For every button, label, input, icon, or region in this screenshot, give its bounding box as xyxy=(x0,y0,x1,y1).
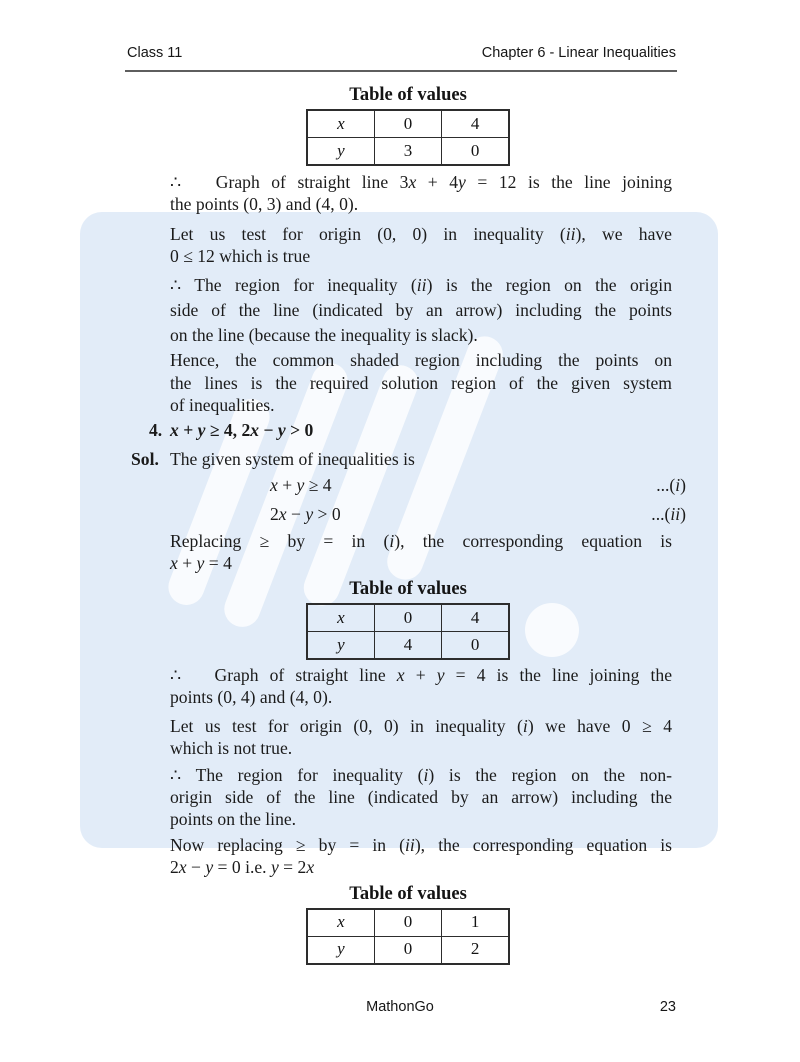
table-cell: x xyxy=(307,909,374,937)
equation-ii xyxy=(170,503,686,525)
text-line: points (0, 4) and (4, 0). xyxy=(170,687,333,708)
text-line: ∴ The region for inequality (ii) is the region on the origin xyxy=(170,274,672,295)
text-line: ∴ Graph of straight line x + y = 4 is the line joining the xyxy=(170,664,673,685)
table-cell: 0 xyxy=(374,604,441,632)
values-table-3 xyxy=(306,908,510,965)
table-of-values-2 xyxy=(306,578,510,660)
text-line: ∴ The region for inequality (i) is the region on the non- xyxy=(170,764,672,785)
table-title: Table of values xyxy=(349,578,467,599)
paragraph-region-i xyxy=(170,764,672,831)
text-line: 0 ≤ 12 which is true xyxy=(170,246,311,267)
header-rule xyxy=(125,70,677,72)
text-line: on the line (because the inequality is slack). xyxy=(170,325,478,346)
table-title: Table of values xyxy=(349,85,467,105)
table-cell: y xyxy=(307,138,374,166)
question-text: x + y ≥ 4, 2x − y > 0 xyxy=(170,420,314,441)
paragraph-origin-test-i xyxy=(170,715,672,760)
page-header xyxy=(127,45,676,61)
table-cell: 0 xyxy=(442,138,509,166)
solution-intro-text: The given system of inequalities is xyxy=(170,448,415,469)
table-row xyxy=(307,110,509,138)
equation-tag: ...(ii) xyxy=(651,503,686,524)
table-title: Table of values xyxy=(349,883,467,904)
table-of-values-1 xyxy=(306,84,510,166)
text-line: origin side of the line (indicated by an arrow) including the xyxy=(170,786,672,807)
table-cell: 2 xyxy=(442,936,509,964)
table-cell: 0 xyxy=(374,936,441,964)
solution-label: Sol. xyxy=(131,448,159,469)
paragraph-graph-line-xy4 xyxy=(170,664,672,709)
table-cell: 1 xyxy=(442,909,509,937)
text-line: Replacing ≥ by = in (i), the corresponding equation is xyxy=(170,531,672,552)
table-cell: y xyxy=(307,936,374,964)
text-line: 2x − y = 0 i.e. y = 2x xyxy=(170,857,315,878)
question-number: 4. xyxy=(149,420,163,441)
table-cell: 0 xyxy=(374,110,441,138)
table-row xyxy=(307,138,509,166)
paragraph-origin-test-ii xyxy=(170,223,672,268)
text-line: Let us test for origin (0, 0) in inequality (i) we have 0 ≥ 4 xyxy=(170,715,673,736)
table-row xyxy=(307,936,509,964)
text-line: the points (0, 3) and (4, 0). xyxy=(170,194,359,215)
table-row xyxy=(307,909,509,937)
table-row xyxy=(307,631,509,659)
values-table-2 xyxy=(306,603,510,660)
equation-lhs: 2x − y > 0 xyxy=(270,503,341,524)
table-cell: 4 xyxy=(442,604,509,632)
solution-label-row xyxy=(131,448,672,470)
table-of-values-3 xyxy=(306,883,510,965)
table-cell: x xyxy=(307,110,374,138)
question-4 xyxy=(149,419,672,441)
table-row xyxy=(307,604,509,632)
equation-tag: ...(i) xyxy=(656,475,686,496)
paragraph-hence-common-region xyxy=(170,349,672,416)
text-line: the lines is the required solution region of the given system xyxy=(170,372,672,393)
table-cell: y xyxy=(307,631,374,659)
table-cell: 0 xyxy=(442,631,509,659)
table-cell: 0 xyxy=(374,909,441,937)
header-class-label: Class 11 xyxy=(127,45,183,61)
table-cell: 3 xyxy=(374,138,441,166)
header-chapter-label: Chapter 6 - Linear Inequalities xyxy=(481,45,676,61)
text-line: points on the line. xyxy=(170,809,297,830)
text-line: Now replacing ≥ by = in (ii), the corresponding equation is xyxy=(170,834,672,855)
paragraph-replacing-i xyxy=(170,530,672,575)
text-line: side of the line (indicated by an arrow) including the points xyxy=(170,299,672,320)
paragraph-graph-line-3x4y xyxy=(170,171,672,216)
text-line: of inequalities. xyxy=(170,395,275,416)
solution-content xyxy=(131,84,686,965)
paragraph-replacing-ii xyxy=(170,834,672,879)
text-line: which is not true. xyxy=(170,738,293,759)
equation-lhs: x + y ≥ 4 xyxy=(270,475,332,496)
text-line: x + y = 4 xyxy=(170,553,232,574)
table-cell: x xyxy=(307,604,374,632)
text-line: Hence, the common shaded region including the points on xyxy=(170,350,672,371)
footer-brand: MathonGo xyxy=(366,999,434,1015)
values-table-1 xyxy=(306,109,510,166)
table-cell: 4 xyxy=(442,110,509,138)
paragraph-region-ii xyxy=(170,273,672,349)
text-line: Let us test for origin (0, 0) in inequality (ii), we have xyxy=(170,223,672,244)
page-number: 23 xyxy=(659,999,676,1015)
table-cell: 4 xyxy=(374,631,441,659)
equation-i xyxy=(170,474,686,496)
text-line: ∴ Graph of straight line 3x + 4y = 12 is the line joining xyxy=(170,172,672,192)
